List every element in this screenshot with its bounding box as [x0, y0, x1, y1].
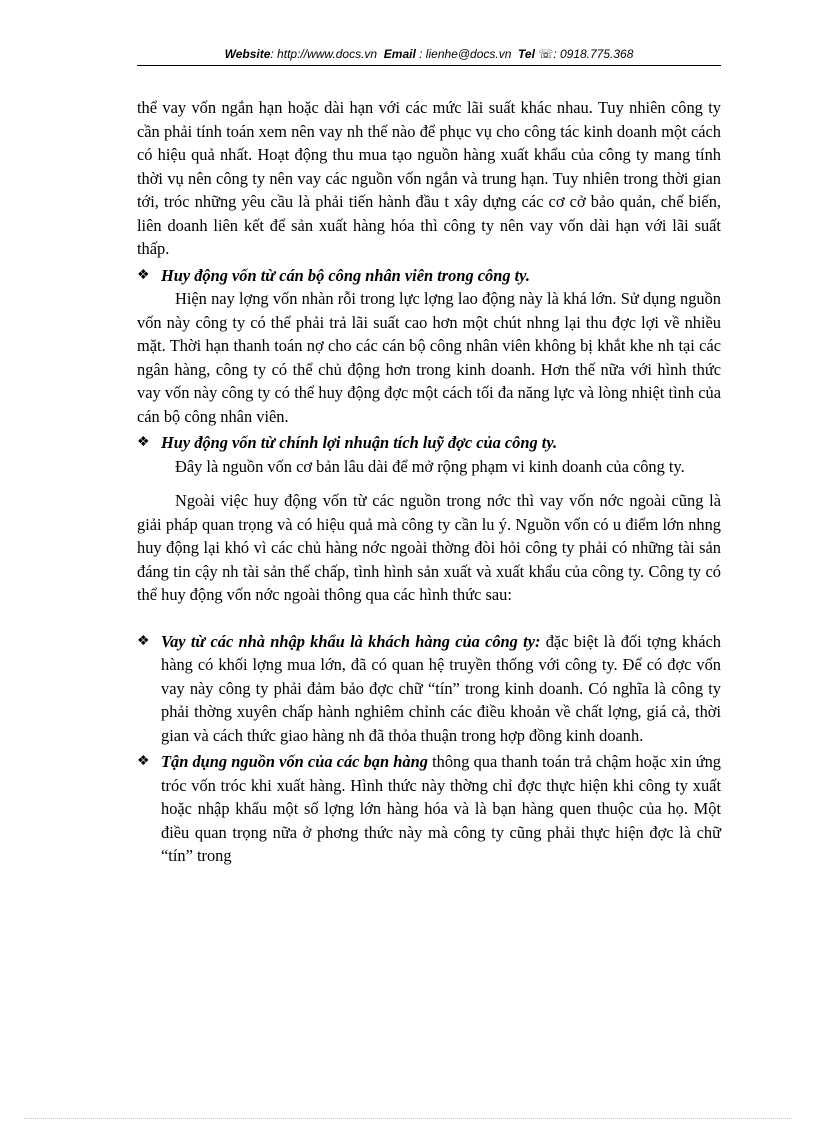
- footer-dotted-line: [24, 1118, 792, 1119]
- tel-label: Tel: [518, 47, 535, 61]
- paragraph-3: Đây là nguồn vốn cơ bản lâu dài để mở rộng phạm vi kinh doanh của công ty.: [175, 456, 685, 476]
- heading-1-text: Huy động vốn từ cán bộ công nhân viên trong công ty.: [161, 265, 530, 285]
- bullet-2-lead: Tận dụng nguồn vốn của các bạn hàng: [161, 752, 428, 771]
- website-label: Website: [224, 47, 271, 61]
- diamond-bullet-icon: ❖: [137, 633, 150, 649]
- website-value: : http://www.docs.vn: [270, 47, 378, 61]
- header-divider: [137, 65, 721, 66]
- bullet-1-text: đặc biệt là đối tợng khách hàng có khối lợng mua lớn, đã có quan hệ truyền thống với công ty. Để có đợc vốn vay này công ty phải đảm bảo đợc chữ “tín” trong kinh doanh. Có nghĩa là công ty phải thờng xuyên chấp hành nghiêm chỉnh các điều khoản về chất lợng, giá cả, thời gian và cách thức giao hàng nh đã thỏa thuận trong hợp đồng kinh doanh.: [161, 631, 721, 745]
- paragraph-1: thể vay vốn ngắn hạn hoặc dài hạn với các mức lãi suất khác nhau. Tuy nhiên công ty cần phải tính toán xem nên vay nh thế nào để phục vụ cho công tác kinh doanh một cách có hiệu quả nhất. Hoạt động thu mua tạo nguồn hàng xuất khẩu của công ty mang tính thời vụ nên công ty nên vay các nguồn vốn ngắn và trung hạn. Tuy nhiên trong thời gian tới, tróc những yêu cầu là phải tiến hành đầu t xây dựng các cơ cở bảo quản, chế biến, liên doanh liên kết để sản xuất hàng hóa thì công ty nên vay vốn dài hạn với lãi suất thấp.: [137, 98, 721, 258]
- spacer: [137, 607, 721, 630]
- email-label: Email: [383, 47, 416, 61]
- diamond-bullet-icon: ❖: [137, 267, 150, 283]
- diamond-bullet-icon: ❖: [137, 754, 150, 769]
- tel-value: : 0918.775.368: [553, 47, 634, 61]
- document-body: [137, 96, 721, 868]
- section-heading-staff-capital: [137, 264, 721, 288]
- section-heading-retained-profit: [137, 431, 721, 455]
- bullet-1-lead: Vay từ các nhà nhập khẩu là khách hàng của công ty:: [161, 631, 541, 651]
- bullet-importer-loans: [137, 630, 721, 748]
- diamond-bullet-icon: ❖: [137, 435, 150, 450]
- bullet-partner-capital: [137, 750, 721, 868]
- bullet-2-text: thông qua thanh toán trả chậm hoặc xin ứng tróc vốn tróc khi xuất hàng. Hình thức này thờng chỉ đợc thực hiện khi công ty xuất hoặc nhập khẩu một số lợng lớn hàng hóa và là bạn hàng quen thuộc của họ. Một điều quan trọng nữa ở phơng thức này mà công ty cũng phải thực hiện đợc là chữ “tín” trong: [161, 752, 721, 865]
- paragraph-2: Hiện nay lợng vốn nhàn rỗi trong lực lợng lao động này là khá lớn. Sử dụng nguồn vốn này công ty có thể phải trả lãi suất cao hơn một chút nhng lại thu đợc lợi về nhiều mặt. Thời hạn thanh toán nợ cho các cán bộ công nhân viên không bị khắt khe nh tại các ngân hàng, công ty có thể chủ động hơn trong kinh doanh. Hơn thế nữa với hình thức vay vốn này công ty có thể huy động đợc một cách tối đa năng lực và lòng nhiệt tình của cán bộ công nhân viên.: [137, 289, 721, 426]
- paragraph-4: Ngoài việc huy động vốn từ các nguồn trong nớc thì vay vốn nớc ngoài cũng là giải pháp quan trọng và có hiệu quả mà công ty cần lu ý. Nguồn vốn có u điểm lớn nhng huy động lại khó vì các chủ hàng nớc ngoài thờng đòi hỏi công ty phải có những tài sản đáng tin cậy nh tài sản thế chấp, tình hình sản xuất và xuất khẩu của công ty. Công ty có thể huy động vốn nớc ngoài thông qua các hình thức sau:: [137, 491, 721, 604]
- phone-icon: ☏: [538, 47, 554, 61]
- heading-2-text: Huy động vốn từ chính lợi nhuận tích luỹ đợc của công ty.: [161, 433, 558, 452]
- page-header: [137, 46, 721, 62]
- email-value: : lienhe@docs.vn: [419, 47, 512, 61]
